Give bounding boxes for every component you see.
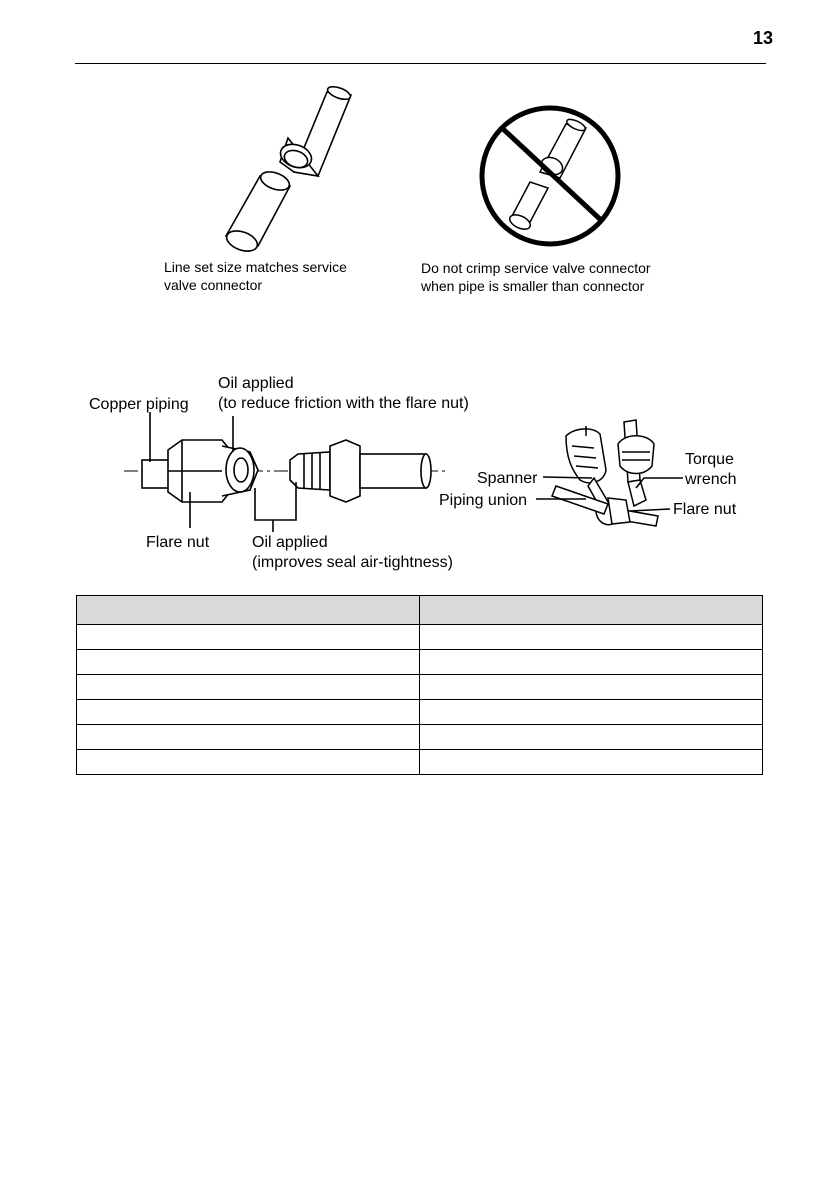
label-oil-applied-seal: Oil applied (improves seal air-tightness)	[252, 534, 453, 571]
table-row	[77, 725, 763, 750]
label-torque-wrench: Torque wrench	[685, 451, 737, 488]
caption-line-set-matches: Line set size matches service valve connector	[164, 259, 347, 293]
table-cell	[420, 725, 763, 750]
table-cell	[77, 700, 420, 725]
table-row	[77, 750, 763, 775]
table-cell	[420, 650, 763, 675]
torque-table	[76, 595, 763, 775]
label-piping-union: Piping union	[439, 492, 528, 509]
table-header-row	[77, 596, 763, 625]
table-cell	[420, 700, 763, 725]
table-header-cell	[420, 596, 763, 625]
table-header-cell	[77, 596, 420, 625]
label-copper-piping: Copper piping	[89, 396, 189, 413]
table-cell	[77, 725, 420, 750]
table-cell	[77, 750, 420, 775]
table-row	[77, 625, 763, 650]
flare-nut-illustration	[124, 440, 448, 502]
label-flare-nut-right: Flare nut	[673, 501, 737, 518]
page-number: 13	[753, 28, 774, 48]
label-flare-nut-left: Flare nut	[146, 534, 210, 551]
table-cell	[77, 625, 420, 650]
label-oil-applied-friction: Oil applied (to reduce friction with the flare nut)	[218, 375, 469, 412]
table-row	[77, 700, 763, 725]
table-cell	[420, 750, 763, 775]
table-row	[77, 675, 763, 700]
table-cell	[77, 650, 420, 675]
table-cell	[420, 625, 763, 650]
table-row	[77, 650, 763, 675]
label-spanner: Spanner	[477, 470, 538, 487]
table-cell	[77, 675, 420, 700]
table-cell	[420, 675, 763, 700]
caption-do-not-crimp: Do not crimp service valve connector when pipe is smaller than connector	[421, 260, 651, 294]
